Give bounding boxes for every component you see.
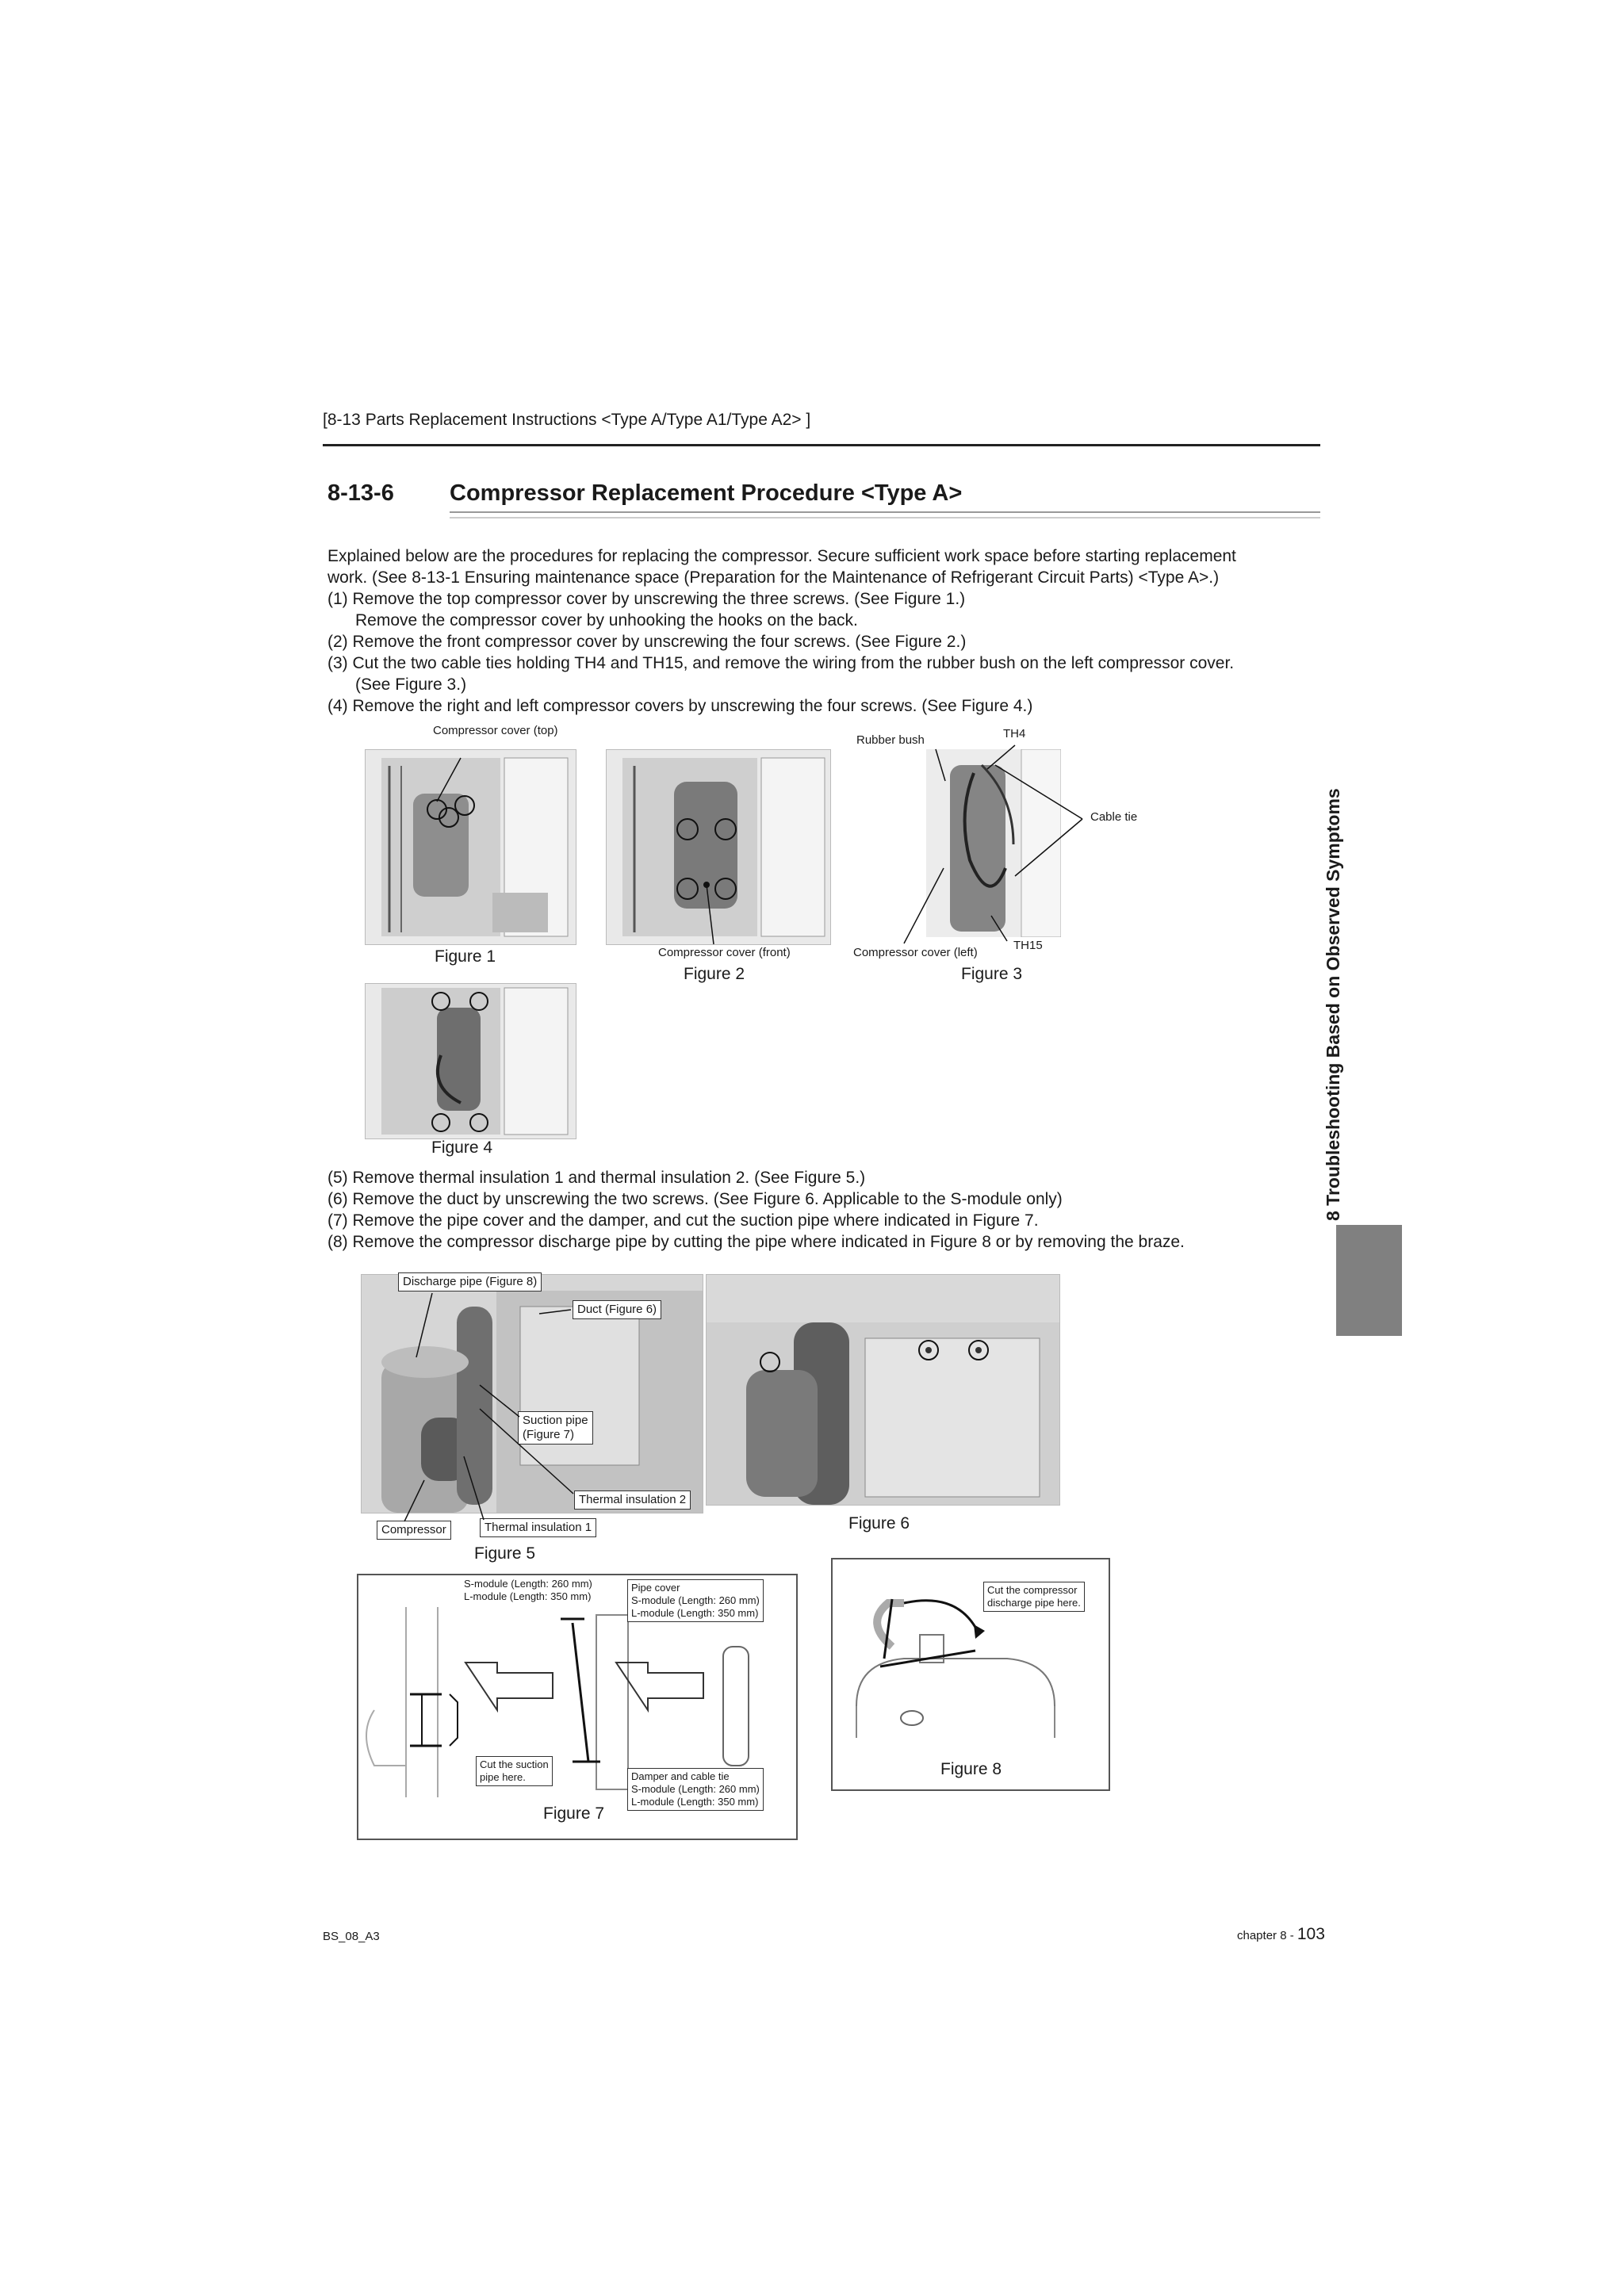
fig3-cover-left-label: Compressor cover (left) (853, 946, 978, 959)
step-5: (5) Remove thermal insulation 1 and thermal insulation 2. (See Figure 5.) (327, 1169, 866, 1187)
fig7-length-label: S-module (Length: 260 mm) L-module (Length: 350 mm) (464, 1578, 592, 1602)
fig7-damper-label: Damper and cable tie S-module (Length: 260 mm) L-module (Length: 350 mm) (627, 1768, 764, 1811)
fig8-cut-label: Cut the compressor discharge pipe here. (983, 1582, 1085, 1612)
figure-1-image (365, 749, 576, 945)
section-number: 8-13-6 (327, 480, 394, 506)
title-rule (450, 511, 1320, 519)
fig1-caption: Figure 1 (435, 947, 496, 966)
fig2-caption: Figure 2 (684, 965, 745, 983)
section-title: Compressor Replacement Procedure <Type A> (450, 480, 963, 506)
fig3-rubber-bush-label: Rubber bush (856, 733, 925, 747)
fig4-caption: Figure 4 (431, 1138, 493, 1157)
page-number: 103 (1297, 1925, 1325, 1943)
figure-4-image (365, 983, 576, 1139)
fig8-caption: Figure 8 (940, 1760, 1002, 1778)
fig7-caption: Figure 7 (543, 1804, 605, 1823)
figure-6-image (706, 1274, 1060, 1506)
fig3-th4-label: TH4 (1003, 727, 1026, 740)
fig5-insulation2-label: Thermal insulation 2 (574, 1490, 691, 1510)
footer-code: BS_08_A3 (323, 1930, 380, 1943)
chapter-sidebar-title: 8 Troubleshooting Based on Observed Symptoms (1323, 788, 1343, 1221)
step-4: (4) Remove the right and left compressor covers by unscrewing the four screws. (See Figure 4.) (327, 697, 1033, 715)
step-3b: (See Figure 3.) (327, 675, 467, 694)
header-rule (323, 444, 1320, 446)
fig1-label: Compressor cover (top) (433, 724, 558, 737)
fig5-insulation1-label: Thermal insulation 1 (480, 1518, 596, 1537)
fig5-leader-lines (361, 1274, 710, 1528)
step-6: (6) Remove the duct by unscrewing the two screws. (See Figure 6. Applicable to the S-module only) (327, 1190, 1063, 1208)
fig5-caption: Figure 5 (474, 1544, 536, 1563)
intro-text: Explained below are the procedures for replacing the compressor. Secure sufficient work space before starting replacement work. (See 8-13-1 Ensuring maintenance space (Preparation for the Maintenance of Refrigerant Circuit Parts) <Type A>.) (1) Remove the top compressor cover by unscrewing the three screws. (See Figure 1.) Remove the compressor cover by unhooking the hooks on the back. (2) Remove the front compressor cover by unscrewing the four screws. (See Figure 2.) (3) Cut the two cable ties holding TH4 and TH15, and remove the wiring from the rubber bush on the left compressor cover. (See Figure 3.) (4) Remove the right and left compressor covers by unscrewing the four screws. (See Figure 4.) (327, 547, 1236, 715)
step-1b: Remove the compressor cover by unhooking the hooks on the back. (327, 611, 858, 629)
fig3-cable-tie-label: Cable tie (1090, 810, 1138, 824)
step-8: (8) Remove the compressor discharge pipe by cutting the pipe where indicated in Figure 8 or by removing the braze. (327, 1233, 1185, 1251)
step-1: (1) Remove the top compressor cover by unscrewing the three screws. (See Figure 1.) (327, 590, 966, 608)
chapter-tab-marker (1336, 1225, 1402, 1336)
fig3-th15-label: TH15 (1013, 939, 1043, 952)
fig3-leader-lines (856, 741, 1126, 955)
step-3: (3) Cut the two cable ties holding TH4 and TH15, and remove the wiring from the rubber bush on the left compressor cover. (327, 654, 1235, 672)
footer-page: chapter 8 - 103 (1237, 1925, 1325, 1943)
fig6-caption: Figure 6 (848, 1514, 910, 1533)
step-7: (7) Remove the pipe cover and the damper, and cut the suction pipe where indicated in Figure 7. (327, 1211, 1039, 1230)
fig5-discharge-label: Discharge pipe (Figure 8) (398, 1272, 542, 1292)
fig2-label: Compressor cover (front) (658, 946, 791, 959)
fig5-suction-label: Suction pipe (Figure 7) (518, 1411, 593, 1445)
fig7-pipe-cover-label: Pipe cover S-module (Length: 260 mm) L-module (Length: 350 mm) (627, 1579, 764, 1622)
step-2: (2) Remove the front compressor cover by unscrewing the four screws. (See Figure 2.) (327, 633, 967, 651)
fig5-compressor-label: Compressor (377, 1521, 451, 1540)
fig5-duct-label: Duct (Figure 6) (573, 1300, 661, 1319)
fig3-caption: Figure 3 (961, 965, 1023, 983)
running-header: [8-13 Parts Replacement Instructions <Type A/Type A1/Type A2> ] (323, 411, 811, 429)
fig7-cut-label: Cut the suction pipe here. (476, 1756, 553, 1786)
steps-5-8 (327, 1167, 1185, 1253)
figure-2-image (606, 749, 831, 945)
